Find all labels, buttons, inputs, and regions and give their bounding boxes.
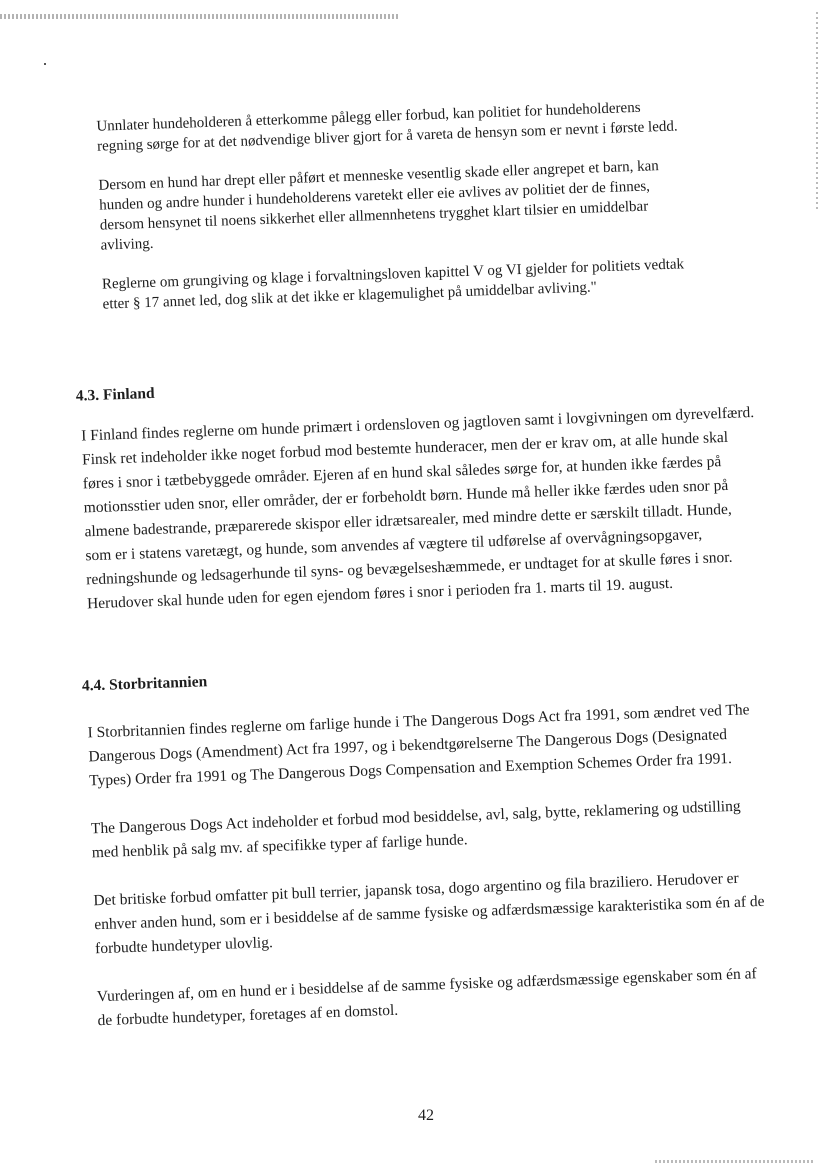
section-heading-storbritannien: 4.4. Storbritannien: [81, 673, 208, 695]
body-paragraph: Vurderingen af, om en hund er i besiddelse af de samme fysiske og adfærdsmæssige egenskaber som én af de forbudte hundetyper, foretages af en domstol.: [96, 965, 757, 1030]
scan-edge-bottom: [655, 1160, 815, 1163]
section-body-storbritannien: [87, 698, 774, 1057]
scan-speck: [44, 63, 46, 65]
body-paragraph: The Dangerous Dogs Act indeholder et forbud mod besiddelse, avl, salg, bytte, reklamering og udstilling med henblik på salg mv. af specifikke typer af farlige hunde.: [90, 797, 741, 862]
section-body-finland: [81, 401, 764, 640]
body-paragraph: I Storbritannien findes reglerne om farlige hunde i The Dangerous Dogs Act fra 1991, som ændret ved The Dangerous Dogs (Amendment) Act fra 1997, og i bekendtgørelserne The Dangerous Dogs (Designated Types) Order fra 1991 og The Dangerous Dogs Compensation and Exemption Schemes Order fra 1991.: [87, 701, 750, 790]
body-paragraph: Det britiske forbud omfatter pit bull terrier, japansk tosa, dogo argentino og fila braziliero. Herudover er enhver anden hund, som er i besiddelse af de samme fysiske og adfærdsmæssige karakteristika som én af de forbudte hundetyper ulovlig.: [93, 869, 765, 958]
quoted-law-text: [62, 96, 693, 335]
quote-paragraph: Unnlater hundeholderen å etterkomme pålegg eller forbud, kan politiet for hundeholderens regning sørge for at det nødvendige bliver gjort for å vareta de hensyn som er nevnt i første ledd.: [96, 99, 678, 155]
quote-paragraph: Dersom en hund har drept eller påført et menneske vesentlig skade eller angrepet et barn, kan hunden og andre hunder i hundeholderens varetekt eller eie avlives av politiet der de finnes, dersom hensynet til noens sikkerhet eller allmennhetens trygghet klart tilsier en umiddelbar avliving.: [98, 158, 660, 254]
page-number: 42: [418, 1107, 434, 1124]
scan-edge-top: [0, 14, 400, 19]
scan-edge-right: [816, 12, 818, 212]
body-paragraph: I Finland findes reglerne om hunde primært i ordensloven og jagtloven samt i lovgivningen om dyrevelfærd. Finsk ret indeholder ikke noget forbud mod bestemte hunderacer, men der er krav om, at alle hunde skal føres i snor i tætbebyggede områder. Ejeren af en hund skal således sørge for, at hunden ikke færdes på motionsstier uden snor, eller områder, der er forbeholdt børn. Hunde må heller ikke færdes uden snor på almene badestrande, præparerede skispor eller idrætsarealer, med mindre dette er særskilt tilladt. Hunde, som er i statens varetægt, og hunde, som anvendes af vægtere til udførelse af overvågningsopgaver, redningshunde og ledsagerhunde til syns- og bevægelseshæmmede, er undtaget for at skulle føres i snor. Herudover skal hunde uden for egen ejendom føres i snor i perioden fra 1. marts til 19. august.: [80, 403, 755, 613]
quote-paragraph: Reglerne om grungiving og klage i forvaltningsloven kapittel V og VI gjelder for politiets vedtak etter § 17 annet led, dog slik at det ikke er klagemulighet på umiddelbar avliving.": [101, 256, 685, 313]
section-heading-finland: 4.3. Finland: [75, 384, 155, 405]
